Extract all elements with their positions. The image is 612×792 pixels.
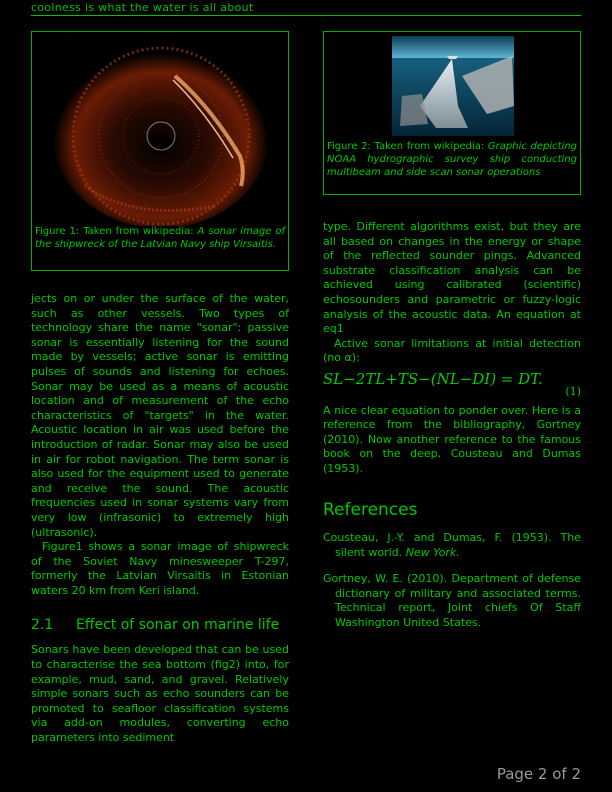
figure-1: [31, 31, 289, 271]
left-column: [31, 292, 289, 746]
section-title: Effect of sonar on marine life: [76, 617, 280, 634]
paragraph: A nice clear equation to ponder over. Here is a reference from the bibliography, Gortney (2010). Now another reference to the famous book on the deep, Cousteau and Dumas (1953).: [323, 403, 581, 475]
section-heading: [31, 616, 289, 634]
figure-2-caption: Figure 2: Taken from wikipedia: Graphic depicting NOAA hydrographic survey ship conducting multibeam and side scan sonar operations: [327, 141, 577, 178]
equation-1: [323, 369, 581, 400]
equation-number: (1): [565, 384, 581, 398]
right-column: [323, 220, 581, 643]
svg-text:.: .: [67, 37, 68, 41]
reference-item: Cousteau, J.-Y. and Dumas, F. (1953). The silent world. New York.: [323, 531, 581, 559]
paragraph: type. Different algorithms exist, but they are all based on changes in the energy or shape of the reflected sounder pings. Advanced substrate classification analysis can be achieved using calibrated (scientific) echosounders and parametric or fuzzy-logic analysis of the acoustic data. An equation at eq1: [323, 220, 581, 336]
equation-body: SL−2TL+TS−(NL−DI) = DT.: [323, 369, 543, 388]
paragraph: Active sonar limitations at initial detection (no α):: [323, 336, 581, 365]
multibeam-survey-image: [392, 36, 514, 136]
header-rule: [31, 15, 581, 16]
sonar-shipwreck-image: [45, 36, 277, 226]
figure-1-caption: Figure 1: Taken from wikipedia: A sonar image of the shipwreck of the Latvian Navy ship Virsaitis.: [35, 226, 285, 250]
section-number: 2.1: [31, 617, 54, 634]
page-number: Page 2 of 2: [496, 765, 581, 783]
references-heading: References: [323, 499, 418, 520]
paragraph: Sonars have been developed that can be used to characterise the sea bottom (fig2) into, for example, mud, sand, and gravel. Relatively simple sonars such as echo sounders can be promoted to seafloor classification systems via add-on modules, converting echo parameters into sediment: [31, 643, 289, 745]
paragraph: jects on or under the surface of the water, such as other vessels. Two types of technology share the name "sonar": passive sonar is essentially listening for the sound made by vessels; active sonar is emitting pulses of sounds and listening for echoes. Sonar may be used as a means of acoustic location and of measurement of the echo characteristics of "targets" in the water. Acoustic location in air was used before the introduction of radar. Sonar may also be used in air for robot navigation. The term sonar is also used for the equipment used to generate and receive the sound. The acoustic frequencies used in sonar systems vary from very low (infrasonic) to extremely high (ultrasonic).: [31, 292, 289, 539]
running-header: coolness is what the water is all about: [31, 1, 254, 14]
reference-item: Gortney, W. E. (2010). Department of defense dictionary of military and associated terms. Technical report, Joint chiefs Of Staff Washington United States.: [323, 572, 581, 630]
paragraph: Figure1 shows a sonar image of shipwreck of the Soviet Navy minesweeper T-297, formerly the Latvian Virsaitis in Estonian waters 20 km from Keri island.: [31, 540, 289, 597]
figure-2: [323, 31, 581, 195]
